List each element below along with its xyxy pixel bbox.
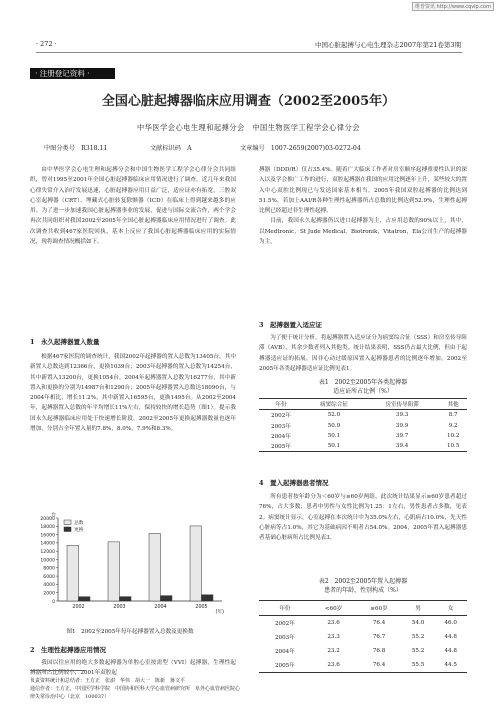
left-column [30, 165, 236, 247]
journal-title: 中国心脏起搏与心电生理杂志2007年第21卷第3期 [315, 41, 461, 49]
table-cell: 52.0 [327, 412, 341, 419]
table-cell: 76.8 [372, 648, 386, 654]
y-axis-label: 台 [51, 513, 56, 518]
table-cell: 39.7 [395, 433, 409, 440]
page-number: · 272 · [36, 40, 57, 48]
table-cell: 23.3 [327, 634, 340, 640]
table-row [259, 630, 467, 644]
table-cell: 8.7 [448, 412, 458, 419]
table-2-header: <60岁 [324, 606, 343, 612]
bar-total [190, 526, 201, 601]
article-number: 文章编号 1007-2659(2007)03-0272-04 [240, 145, 361, 152]
table-1-header: 年份 [275, 402, 287, 409]
table-2-header: ≥60岁 [370, 606, 388, 612]
right-column-top [259, 165, 467, 247]
x-tick-label: 2002 [72, 605, 85, 610]
table-cell: 23.2 [327, 648, 340, 654]
x-axis-label: (年) [215, 610, 224, 615]
table-cell: 2002年 [275, 621, 295, 627]
table-row [259, 658, 467, 673]
y-tick-label: 16000 [40, 533, 55, 539]
y-tick-label: 14000 [40, 541, 55, 547]
section-3-body [259, 333, 467, 374]
continuation-paragraph: 搏器（DDD/R）仅占35.4%。随着广大临床工作者对房室顺序起搏重要性认识的深入以及学会推广工作的进行，双腔起搏器在我国的应用比例逐年上升，某些较大的置入中心双腔比例现已与发达国家基本相当。2005年我国双腔起搏器的比例达到51.5%，若加上AAI/R各种生理性起搏器所占总数的比例达到52.9%，生理性起搏比例已经超过非生理性起搏。 [259, 167, 467, 215]
bar-chart-svg [24, 510, 230, 615]
bar-replacement [79, 597, 90, 601]
table-cell: 50.1 [327, 443, 341, 450]
table-2-header: 女 [447, 606, 454, 612]
section-1-paragraph: 根据467家医院的调查统计，我国2002年起搏器的置入总数为13405台，其中新置人总数达到12366台，更换1039台；2003年起搏器的置入总数为14254台，其中新置入13200台，更换1054台。2004年起搏器置入总数为16277台，其中新置入和更换的分别为14987台和1290台；2005年起搏器置入总数达18090台，与2004年相比，增长11.2%，其中新置入16595台，更换1495台。从2002至2004年，起搏器置入总数的年平均增长11%左右，保持较快的增长趋势（图1）。提示我国永久起搏器临床应用处于快速增长阶段。2002至2005年更换起搏器数量也逐年增加，分别占全年置入量的7.8%，8.0%，7.9%和8.3%。 [30, 354, 236, 433]
table-1-header: 其他 [447, 402, 459, 409]
legend-swatch [64, 520, 71, 525]
table-cell: 9.2 [448, 422, 458, 429]
table-2-caption: 表2 2002至2005年置入起搏器 患者的年龄，性别构成（%） [318, 578, 408, 594]
document-code: 文献标识码 A [150, 145, 192, 152]
table-row [259, 616, 467, 631]
y-tick-label: 8000 [43, 566, 55, 572]
figure-caption: 图1 2002至2005年每年起搏器置入总数及更换数 [66, 629, 194, 635]
y-tick-label: 6000 [43, 574, 55, 580]
bar-total [149, 533, 160, 601]
section-2-heading: 2 生理性起搏器应用情况 [30, 646, 107, 654]
table-cell: 76.7 [372, 634, 386, 640]
table-cell: 2002年 [271, 413, 291, 420]
section-4-body [259, 492, 467, 543]
y-tick-label: 0 [52, 599, 55, 605]
section-2-body [30, 658, 236, 677]
table-1-caption: 表1 2002至2005年各类起搏器 适应证所占比例（%） [318, 379, 408, 395]
section-4-paragraph: 所有患者按年龄分为＜60岁与≥60岁两组，此次统计结果显示≥60岁患者超过76%，占大多数；患者中男性与女性比例为1.25：1左右，男性患者占多数，见表2。病窦统计显示，心室起搏在本次统计中为35.0%左右，心肌病占10.0%，先天性心脏病等占1.0%，其它为基础病因不明者占54.0%。2004，2005年置入起搏器患者基础心脏病所占比例见表3。 [259, 494, 467, 542]
bar-total [108, 542, 119, 601]
table-cell: 46.0 [444, 620, 457, 626]
watermark: 维普资讯 http://www.cqvip.com [412, 2, 494, 11]
table-cell: 55.2 [411, 634, 425, 640]
table-2-header: 男 [415, 606, 421, 612]
table-cell: 50.1 [327, 433, 341, 440]
table-cell: 39.9 [395, 422, 409, 429]
bar-chart [24, 510, 230, 615]
y-tick-label: 10000 [40, 558, 55, 564]
clc-number: 中图分类号 R318.11 [44, 145, 108, 152]
table-cell: 10.2 [446, 433, 460, 440]
article-title: 全国心脏起搏器临床应用调查（2002至2005年） [101, 94, 396, 109]
section-1-heading: 1 永久起搏器置入数量 [30, 338, 100, 346]
table-cell: 76.4 [372, 620, 386, 626]
footnote-rule [30, 670, 86, 671]
bar-replacement [202, 595, 213, 601]
table-cell: 39.4 [395, 443, 409, 450]
y-tick-label: 20000 [40, 516, 55, 522]
table-cell: 10.5 [446, 443, 460, 450]
footnote: 负责资料统计和总结者：王方正 张澍 华伟 胡大一 陈新 蒋文平 通信作者：王方正，中国医学科学院 中国协和医科大学心血管病研究所 阜外心血管病医院心律失常诊治中心（北京 100037） [30, 678, 241, 700]
table-cell: 55.2 [411, 648, 425, 654]
table-2 [259, 600, 467, 673]
table-1-header: 病窦综合征 [319, 402, 348, 409]
legend-label: 总数 [74, 521, 84, 526]
table-cell: 50.9 [327, 422, 341, 429]
legend-label: 更换 [74, 528, 84, 533]
y-tick-label: 12000 [40, 550, 55, 555]
table-cell: 54.0 [411, 620, 425, 626]
table-cell: 2004年 [271, 434, 291, 441]
x-tick-label: 2005 [195, 605, 208, 610]
bar-total [67, 545, 78, 601]
table-cell: 23.6 [327, 662, 340, 668]
section-1-body [30, 352, 236, 434]
manufacturer-paragraph: 目前，我国永久起搏器仍以进口起搏器为主，占应用总数的90%以上，其中，以Medtronic，St Jude Medical，Biotronik，Vitatron，Ela公司生产的起搏器为主。 [259, 218, 467, 246]
table-row [259, 431, 467, 441]
section-2-paragraph: 我国以往应用的绝大多数起搏器为单腔心室按需型（VVI）起搏器，生理性起搏器所占比例较小，2001年双腔起 [30, 660, 236, 677]
table-cell: 2003年 [275, 635, 295, 641]
header-rule [36, 52, 462, 53]
section-3-heading: 3 起搏器置入适应证 [259, 321, 323, 329]
table-cell: 39.3 [395, 412, 409, 419]
table-cell: 44.8 [444, 634, 457, 640]
table-row [259, 410, 467, 421]
table-row [259, 441, 467, 452]
section-4-heading: 4 置入起搏器患者情况 [259, 479, 329, 487]
table-1-header: 房室传导阻滞 [385, 402, 419, 409]
table-cell: 76.4 [372, 662, 386, 668]
intro-paragraph: 由中华医学会心电生理和起搏分会和中国生物医学工程学会心律分会共同组织，曾对1995至2001年全国心脏起搏器临床应用情况进行了调查。近几年来我国心律失常介入治疗发展迅速，心脏起搏器应用日益广泛，适应证亦有拓宽，三腔双心室起搏器（CRT）、埋藏式心脏转复除颤器（ICD）在临床上得到越来越多的应用。为了进一步加速我国心脏起搏器事业的发展，促进与国际交流合作，两个学会再次共同组织对我国2002至2005年全国心脏起搏器临床应用情况进行了调查。此次调查共收到467家医院回执，基本上反应了我国心脏起搏器临床应用的实际情况，现将调查情况概括如下。 [30, 167, 236, 246]
section-banner: · 注册登记资料 · [30, 68, 115, 79]
table-2-header: 年份 [279, 606, 291, 612]
table-cell: 44.8 [444, 648, 457, 654]
table-cell: 55.5 [411, 662, 425, 668]
table-cell: 2005年 [275, 663, 295, 669]
y-tick-label: 2000 [43, 591, 55, 597]
table-cell: 2004年 [275, 649, 295, 655]
x-tick-label: 2004 [154, 605, 167, 610]
table-row [259, 421, 467, 431]
bar-replacement [120, 597, 131, 601]
bar-replacement [161, 596, 172, 601]
section-3-paragraph: 为了便于统计分析，将起搏器置入适应证分为病窦综合征（SSS）和房室传导阻滞（AVB），其余少数者列入其他类。统计结果表明，SSS仍占最大比例，但由于起搏器适应证的拓展，因非心动过缓原因置入起搏器患者的比例逐年增加。2002至2005年各类起搏器适应证比例见表1。 [259, 335, 467, 372]
authors: 中华医学会心电生理和起搏分会 中国生物医学工程学会心律分会 [137, 123, 360, 132]
table-cell: 2005年 [271, 444, 291, 451]
table-row [259, 644, 467, 658]
legend-swatch [64, 527, 71, 532]
table-cell: 44.5 [444, 662, 457, 668]
table-cell: 23.6 [327, 620, 340, 626]
y-tick-label: 18000 [40, 525, 55, 531]
x-tick-label: 2003 [113, 605, 126, 610]
table-cell: 2003年 [271, 423, 291, 430]
table-1 [259, 398, 467, 452]
y-tick-label: 4000 [43, 583, 55, 589]
